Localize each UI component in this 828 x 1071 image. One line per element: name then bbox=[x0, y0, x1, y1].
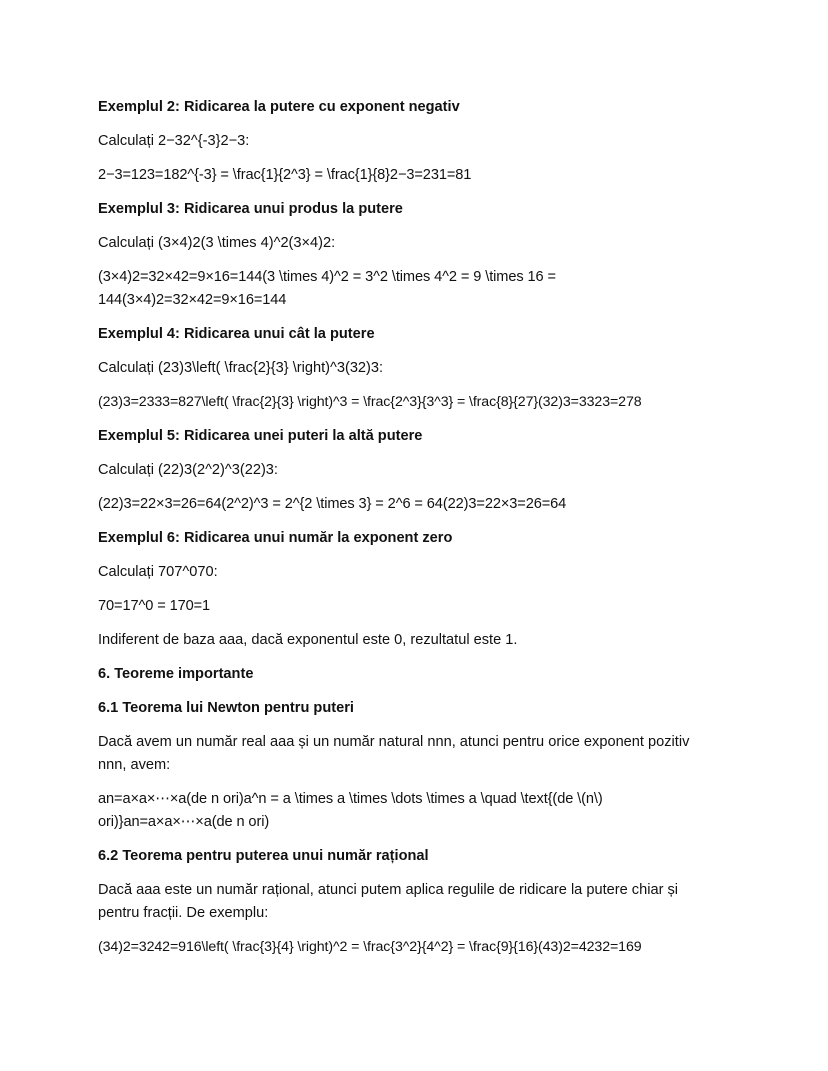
formula-rational-example: (34)2=3242=916\left( \frac{3}{4} \right)^2 = \frac{3^2}{4^2} = \frac{9}{16}(43)2=4232=169 bbox=[98, 939, 642, 955]
heading-section-6: 6. Teoreme importante bbox=[98, 666, 254, 682]
heading-example-5: Exemplul 5: Ridicarea unei puteri la altă putere bbox=[98, 428, 423, 444]
paragraph-example-6-prompt: Calculați 707^070: bbox=[98, 564, 218, 580]
heading-example-4: Exemplul 4: Ridicarea unui cât la putere bbox=[98, 326, 375, 342]
heading-example-2: Exemplul 2: Ridicarea la putere cu exponent negativ bbox=[98, 99, 460, 115]
paragraph-newton-theorem: Dacă avem un număr real aaa și un număr natural nnn, atunci pentru orice exponent pozitiv nnn, avem: bbox=[98, 734, 690, 773]
formula-example-5: (22)3=22×3=26=64(2^2)^3 = 2^{2 \times 3} = 2^6 = 64(22)3=22×3=26=64 bbox=[98, 496, 567, 512]
formula-example-4: (23)3=2333=827\left( \frac{2}{3} \right)^3 = \frac{2^3}{3^3} = \frac{8}{27}(32)3=3323=278 bbox=[98, 394, 642, 410]
paragraph-rational-theorem: Dacă aaa este un număr rațional, atunci putem aplica regulile de ridicare la putere chiar și pentru fracții. De exemplu: bbox=[98, 882, 679, 921]
formula-example-2: 2−3=123=182^{-3} = \frac{1}{2^3} = \frac{1}{8}2−3=231=81 bbox=[98, 167, 472, 183]
heading-example-6: Exemplul 6: Ridicarea unui număr la exponent zero bbox=[98, 530, 453, 546]
formula-example-3: (3×4)2=32×42=9×16=144(3 \times 4)^2 = 3^2 \times 4^2 = 9 \times 16 = 144(3×4)2=32×42=9×16=144 bbox=[98, 269, 556, 308]
heading-section-6-1: 6.1 Teorema lui Newton pentru puteri bbox=[98, 700, 354, 716]
paragraph-example-2-prompt: Calculați 2−32^{-3}2−3: bbox=[98, 133, 250, 149]
paragraph-example-4-prompt: Calculați (23)3\left( \frac{2}{3} \right)^3(32)3: bbox=[98, 360, 384, 376]
paragraph-zero-exponent-note: Indiferent de baza aaa, dacă exponentul este 0, rezultatul este 1. bbox=[98, 632, 518, 648]
paragraph-example-5-prompt: Calculați (22)3(2^2)^3(22)3: bbox=[98, 462, 278, 478]
formula-example-6: 70=17^0 = 170=1 bbox=[98, 598, 211, 614]
document-page bbox=[98, 96, 758, 970]
heading-section-6-2: 6.2 Teorema pentru puterea unui număr rațional bbox=[98, 848, 429, 864]
paragraph-example-3-prompt: Calculați (3×4)2(3 \times 4)^2(3×4)2: bbox=[98, 235, 336, 251]
formula-newton-theorem: an=a×a×⋯×a(de n ori)a^n = a \times a \times \dots \times a \quad \text{(de \(n\) ori)}an=a×a×⋯×a(de n ori) bbox=[98, 791, 603, 830]
heading-example-3: Exemplul 3: Ridicarea unui produs la putere bbox=[98, 201, 403, 217]
